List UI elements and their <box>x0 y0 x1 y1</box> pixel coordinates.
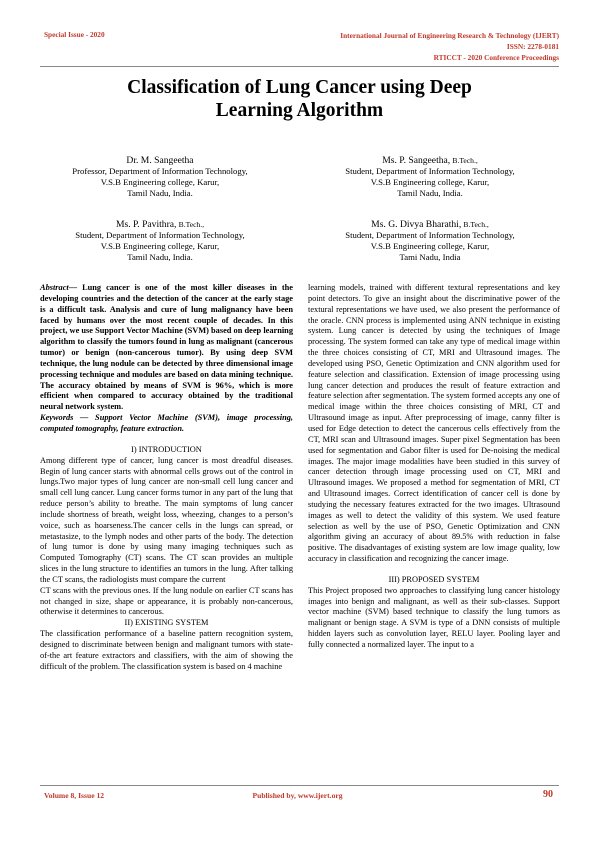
abstract-label: Abstract— <box>40 283 78 292</box>
author-location: Tamil Nadu, India. <box>397 188 463 198</box>
author-affiliation: Student, Department of Information Technology, <box>345 166 515 176</box>
proposed-system-paragraph: This Project proposed two approaches to classifying lung cancer histology images into benign and malignant, as well as their sub-classes. Support vector machine (SVM) based technique to classify the lung tumors as malignant or benign stage. A SVM is type of a DNN consists of multiple hidden layers such as convolution layer, RELU layer. Pooling layer and fully connected a normalized layer. The input to a <box>308 585 560 649</box>
introduction-paragraph-2: CT scans with the previous ones. If the lung nodule on earlier CT scans has not changed in size, shape or appearance, it is probably non-cancerous, otherwise it determines to cancerous. <box>40 585 293 617</box>
footer-publisher: Published by, www.ijert.org <box>252 791 343 800</box>
abstract <box>40 283 293 413</box>
author-name: Ms. P. Sangeetha, <box>382 155 451 166</box>
header-divider <box>40 66 559 67</box>
author-affiliation: Professor, Department of Information Technology, <box>72 166 248 176</box>
header-special-issue: Special Issue - 2020 <box>44 30 105 39</box>
author-affiliation: Student, Department of Information Technology, <box>345 230 515 240</box>
footer-divider <box>40 785 559 786</box>
header-journal-block <box>340 30 559 64</box>
existing-system-paragraph: The classification performance of a baseline pattern recognition system, designed to discriminate between benign and malignant tumors with state-of-the art feature extractors and classifiers, with the aim of showing the difficult of the problem. The classification system is based on 4 machine <box>40 629 293 671</box>
author-college: V.S.B Engineering college, Karur, <box>370 241 490 251</box>
section-heading-existing-system: II) EXISTING SYSTEM <box>124 618 209 628</box>
author-block-3 <box>40 219 280 263</box>
author-name: Dr. M. Sangeetha <box>126 155 194 166</box>
abstract-text: Lung cancer is one of the most killer diseases in the developing countries and the detection of the cancer at the early stage is a difficult task. Analysis and cure of lung malignancy have been faced by humans over the most recent couple of decades. In this project, we use Support Vector Machine (SVM) based on deep learning algorithm to classify the tumors found in lung as malignant (cancerous tumor) or benign (non-cancerous tumor). By using deep SVM technique, the lung nodule can be detected by three dimensional image processing technique and modules are based on data mining technique. The accuracy obtained by means of SVM is 96%, which is more efficient when compared to accuracy obtained by the traditional neural network system. <box>40 283 293 412</box>
author-location: Tamil Nadu, India. <box>127 188 193 198</box>
author-degree: B.Tech., <box>452 156 478 165</box>
footer-volume: Volume 8, Issue 12 <box>44 791 105 800</box>
section-heading-introduction: I) INTRODUCTION <box>131 444 202 454</box>
author-block-1 <box>40 155 280 199</box>
header-proceedings: RTICCT - 2020 Conference Proceedings <box>433 53 559 63</box>
page-number: 90 <box>543 789 553 800</box>
author-name: Ms. G. Divya Bharathi, <box>371 219 462 230</box>
introduction-paragraph-1: Among different type of cancer, lung cancer is most dreadful diseases. Begin of lung cancer starts with abnormal cells grows out of the control in lungs.Two major types of lung cancer are non-small cell lung cancer and small cell lung cancer. Lung cancer forms tumor in any part of the lung that reduce person’s ability to breathe. The main symptoms of lung cancer include shortness of breath, weight loss, wheezing, changes to a person’s voice, such as hoarseness.The cancer cells in the lungs can spread, or metastasize, to the lymph nodes and other parts of the body. The detection of lung tumor is done by using many imaging techniques such as Computed Tomography (CT) scans. The CT scan provides an multiple slices in the lung structure to identifies an tumors in the lung. After talking the CT scans, the radiologists must compare the current <box>40 455 293 584</box>
author-college: V.S.B Engineering college, Karur, <box>100 177 220 187</box>
section-heading-proposed-system: III) PROPOSED SYSTEM <box>388 574 480 584</box>
author-college: V.S.B Engineering college, Karur, <box>100 241 220 251</box>
author-college: V.S.B Engineering college, Karur, <box>370 177 490 187</box>
author-location: Tami Nadu, India <box>399 252 461 262</box>
author-degree: B.Tech., <box>463 220 489 229</box>
right-column <box>308 283 560 651</box>
author-affiliation: Student, Department of Information Technology, <box>75 230 245 240</box>
author-block-2 <box>310 155 550 199</box>
author-name: Ms. P. Pavithra, <box>115 219 177 230</box>
existing-system-continued: learning models, trained with different textural representations and key point detectors. To give an insight about the discriminative power of the textural representations we have used, we also present the performance of the oracle. CNN process is implemented using ANN technique in existing system. Lung cancer is detected by using the techniques of Image processing. The system formed can take any type of medical image within the three choices consisting of CT, MRI and Ultrasound images. The developed using PSO, Genetic Optimization and CNN algorithm used for feature selection and classification. Extension of image processing using lung cancer detection and produces the result of feature extraction and feature selection after segmentation. The system formed accepts any one of medical image within the three choices consisting of MRI, CT and Ultrasound image as input. After preprocessing of image, canny filter is used for Edge detection to detect the cancerous cells effectively from the CT, MRI scan and Ultrasound images. Super pixel Segmentation has been used for segmentation and Gabor filter is used for De-noising the medical images. The major image modalities have been studied in this survey of cancer detection through image processing used on CT, MRI and Ultrasound images. We proposed a method for segmentation of MRI, CT and Ultrasound images. Correct identification of cancer cell is done by studying the necessary features extracted for the two images. Ultrasound images as well to detect the validity of this system. We used feature selection as well by the use of PSO, Genetic Optimization and CNN algorithm giving an accuracy of about 89.5% with reduction in false positive. The disadvantages of existing system are low image quality, low accuracy in classification and recognizing the cancer image. <box>308 283 560 564</box>
author-block-4 <box>310 219 550 263</box>
author-location: Tamil Nadu, India. <box>127 252 193 262</box>
paper-title-line1: Classification of Lung Cancer using Deep <box>127 77 472 98</box>
keywords: Keywords — Support Vector Machine (SVM), image processing, computed tomography, feature extraction. <box>40 413 293 433</box>
author-degree: B.Tech., <box>178 220 205 229</box>
paper-title-line2: Learning Algorithm <box>215 100 384 121</box>
paper-title <box>40 76 559 122</box>
header-issn: ISSN: 2278-0181 <box>506 42 559 52</box>
left-column <box>40 283 293 673</box>
header-journal-name: International Journal of Engineering Research & Technology (IJERT) <box>340 31 559 40</box>
